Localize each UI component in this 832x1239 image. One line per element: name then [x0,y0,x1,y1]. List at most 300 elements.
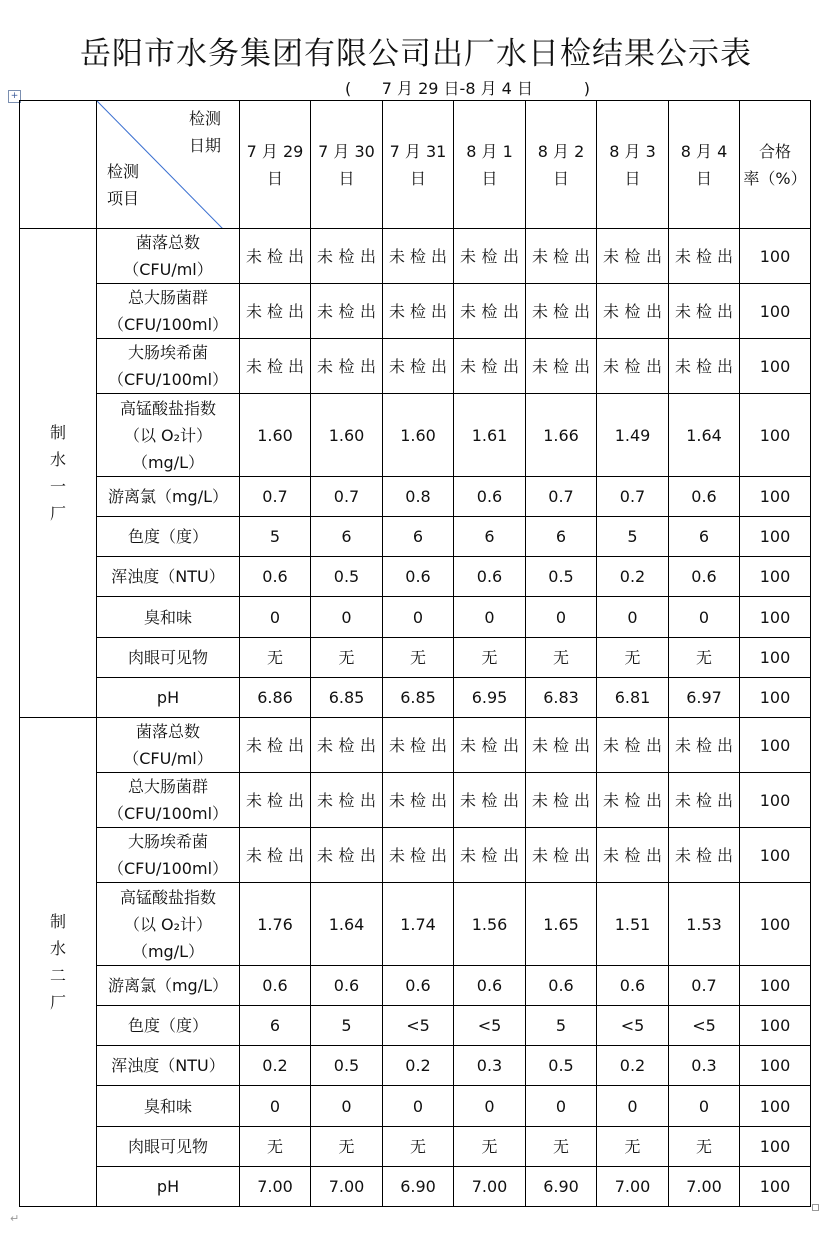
cell-line: 臭和味 [143,607,192,627]
cell-line: 总大肠菌群 [127,777,208,796]
value-cell [311,883,383,966]
item-name [97,966,240,1006]
value-cell [597,718,669,773]
value-cell [526,718,597,773]
value-cell [311,966,383,1006]
value-cell [526,477,597,517]
value-text: 未检出 [460,301,519,321]
value-cell [240,773,311,828]
value-text: 无 [695,1137,712,1156]
cell-line: 高锰酸盐指数 [119,887,216,907]
value-text: 0.6 [548,976,574,995]
value-text: 0.3 [691,1056,717,1075]
value-text: 0 [698,607,710,627]
value-cell [669,557,740,597]
item-name [97,828,240,883]
pass-rate-cell [740,883,811,966]
pass-rate-text: 100 [759,1056,791,1075]
page-title: 岳阳市水务集团有限公司出厂水日检结果公示表 [80,36,752,72]
value-cell [669,229,740,284]
table-row [20,773,811,828]
value-text: 0.3 [476,1056,503,1075]
pass-rate-cell [740,339,811,394]
cell-line: 菌落总数 [135,722,200,741]
value-cell [454,1046,526,1086]
value-text: 未检出 [460,246,519,266]
value-cell [383,394,454,477]
value-cell [383,597,454,638]
cell-line: 游离氯（mg/L） [107,487,229,506]
value-text: 无 [266,648,283,667]
cell-line: 厂 [49,993,66,1012]
header-row [20,101,811,229]
value-text: 0 [627,1096,638,1116]
value-text: 未检出 [603,356,662,376]
value-cell [526,339,597,394]
value-text: 无 [409,648,426,667]
value-cell [669,828,740,883]
value-text: 未检出 [317,246,376,266]
value-text: 无 [338,648,355,667]
cell-line: （以 O₂计） [123,425,213,445]
value-text: 未检出 [675,735,733,755]
value-text: 未检出 [389,735,447,755]
value-cell [597,678,669,718]
cell-line: 率（%） [743,168,807,188]
value-text: 6 [555,527,567,546]
table-move-handle-icon[interactable]: + [8,90,21,103]
value-cell [311,1086,383,1127]
value-text: 0.6 [691,487,717,506]
cell-line: 大肠埃希菌 [127,343,208,362]
value-text: 0 [341,607,352,627]
value-cell [240,229,311,284]
cell-line: 肉眼可见物 [127,648,208,667]
value-cell [669,1127,740,1167]
header-date [311,101,383,229]
value-cell [240,966,311,1006]
value-text: 0.7 [548,487,574,506]
item-name [97,1127,240,1167]
header-date [240,101,311,229]
value-text: 未检出 [603,246,662,266]
value-cell [597,394,669,477]
value-cell [669,883,740,966]
value-text: 未检出 [246,356,304,376]
value-cell [669,284,740,339]
value-text: 未检出 [532,845,590,865]
value-cell [669,678,740,718]
pass-rate-text: 100 [759,301,791,321]
item-name [97,229,240,284]
value-text: 0.6 [476,976,503,995]
value-cell [669,477,740,517]
value-cell [311,638,383,678]
value-cell [597,966,669,1006]
table-row [20,284,811,339]
value-text: 0.2 [262,1056,288,1075]
value-cell [383,773,454,828]
value-text: 1.60 [400,425,436,445]
value-cell [597,638,669,678]
cell-line: （mg/L） [131,452,205,472]
value-cell [669,966,740,1006]
pass-rate-text: 100 [759,567,791,586]
value-cell [240,718,311,773]
value-cell [669,597,740,638]
value-cell [597,1046,669,1086]
value-cell [311,828,383,883]
value-cell [383,1046,454,1086]
value-text: 0.2 [619,1056,646,1075]
value-cell [240,394,311,477]
cell-line: 水 [49,450,66,469]
pass-rate-cell [740,394,811,477]
table-row [20,1006,811,1046]
table-row [20,517,811,557]
header-date [669,101,740,229]
value-text: 未检出 [675,845,733,865]
value-cell [526,883,597,966]
value-text: 5 [269,527,281,546]
table-row [20,477,811,517]
cell-line: （mg/L） [131,941,205,961]
cell-line: 浑浊度（NTU） [111,567,225,586]
value-text: 1.76 [257,914,293,934]
value-text: 0.2 [619,567,646,586]
value-text: 未检出 [389,790,447,810]
value-cell [526,638,597,678]
value-text: 1.64 [686,425,722,445]
cell-line: 7 月 31 [389,141,447,161]
cell-line: 日 [409,168,426,188]
pass-rate-cell [740,597,811,638]
value-text: 未检出 [460,790,519,810]
table-row [20,557,811,597]
pass-rate-text: 100 [759,1016,791,1035]
header-date [597,101,669,229]
value-cell [311,477,383,517]
value-cell [240,638,311,678]
pass-rate-text: 100 [759,1137,791,1156]
value-cell [454,517,526,557]
value-cell [454,1006,526,1046]
value-text: 1.66 [543,425,579,445]
value-text: 0 [269,607,281,627]
cell-line: 色度（度） [127,527,208,546]
value-cell [597,477,669,517]
pass-rate-cell [740,966,811,1006]
value-cell [311,773,383,828]
cell-line: 检测 [107,162,140,181]
pass-rate-text: 100 [759,607,791,627]
value-cell [240,339,311,394]
value-cell [454,638,526,678]
value-text: 无 [481,648,498,667]
value-text: 0.6 [333,976,360,995]
value-cell [454,477,526,517]
value-cell [240,597,311,638]
cell-line: 菌落总数 [135,233,200,252]
value-cell [454,229,526,284]
value-text: 未检出 [317,356,376,376]
value-cell [311,339,383,394]
value-cell [454,718,526,773]
value-cell [526,678,597,718]
pass-rate-text: 100 [759,487,791,506]
value-cell [669,1046,740,1086]
item-name [97,394,240,477]
value-cell [597,284,669,339]
cell-line: （CFU/100ml） [107,315,229,334]
value-text: 未检出 [389,301,447,321]
value-cell [240,517,311,557]
table-row [20,828,811,883]
table-row [20,678,811,718]
value-text: 7.00 [257,1177,293,1196]
value-text: 6 [341,527,352,546]
value-cell [383,1127,454,1167]
pass-rate-cell [740,229,811,284]
value-cell [311,284,383,339]
value-text: 0 [412,1096,424,1116]
cell-line: 日 [695,168,712,188]
value-text: 1.51 [614,914,651,934]
value-text: 1.74 [400,914,436,934]
pass-rate-text: 100 [759,976,791,995]
table-row [20,638,811,678]
value-text: 未检出 [532,790,590,810]
value-text: 0.6 [405,567,431,586]
results-table [19,100,811,1207]
table-row [20,1086,811,1127]
value-text: 未检出 [460,735,519,755]
cell-line: 臭和味 [143,1096,192,1116]
value-cell [454,678,526,718]
cell-line: （CFU/100ml） [107,859,229,878]
value-cell [597,1127,669,1167]
item-name [97,477,240,517]
value-text: 未检出 [603,845,662,865]
value-cell [240,557,311,597]
cell-line: 水 [49,939,66,958]
value-text: 无 [552,1137,569,1156]
value-text: 未检出 [246,246,304,266]
header-diagonal-cell [97,101,240,229]
value-text: 未检出 [532,301,590,321]
value-cell [311,678,383,718]
value-cell [526,1046,597,1086]
item-name [97,883,240,966]
cell-line: 日 [266,168,283,188]
value-cell [597,828,669,883]
value-cell [454,1167,526,1207]
table-resize-handle-icon[interactable] [812,1204,819,1211]
value-text: 0 [484,607,495,627]
cell-line: 一 [49,477,66,496]
pass-rate-cell [740,638,811,678]
pass-rate-text: 100 [759,425,791,445]
value-text: 5 [627,527,638,546]
cell-line: 8 月 1 [466,141,513,161]
pass-rate-cell [740,1006,811,1046]
value-text: 0.5 [333,1056,360,1075]
value-text: 未检出 [317,735,376,755]
value-text: 0.5 [548,1056,574,1075]
item-name [97,678,240,718]
item-name [97,557,240,597]
value-text: 未检出 [246,735,304,755]
value-cell [597,557,669,597]
cell-line: （CFU/ml） [123,260,213,279]
pass-rate-text: 100 [759,1177,791,1196]
cell-line: 8 月 3 [609,141,656,161]
value-text: 未检出 [675,246,733,266]
value-cell [526,1127,597,1167]
item-name [97,1167,240,1207]
value-text: 未检出 [317,790,376,810]
pass-rate-text: 100 [759,246,791,266]
item-name [97,1006,240,1046]
value-cell [526,828,597,883]
value-text: 7.00 [471,1177,508,1196]
pass-rate-text: 100 [759,356,791,376]
value-text: 未检出 [603,301,662,321]
pass-rate-cell [740,517,811,557]
value-text: 未检出 [317,301,376,321]
value-text: 未检出 [675,356,733,376]
value-cell [383,828,454,883]
cell-line: 色度（度） [127,1016,208,1035]
date-range-subtitle: ( 7 月 29 日-8 月 4 日 ) [345,79,591,98]
value-cell [454,394,526,477]
paragraph-mark-icon: ↵ [10,1212,20,1225]
value-text: 未检出 [246,845,304,865]
value-cell [526,557,597,597]
value-text: 0 [627,607,638,627]
item-name [97,638,240,678]
value-text: 6 [412,527,424,546]
value-cell [597,517,669,557]
value-text: 无 [624,648,641,667]
cell-line: 日 [481,168,498,188]
value-cell [526,394,597,477]
value-cell [311,229,383,284]
value-text: 0 [555,1096,567,1116]
value-text: 0.7 [333,487,360,506]
value-text: 0 [698,1096,710,1116]
value-cell [526,1086,597,1127]
value-cell [669,339,740,394]
value-text: 6.83 [543,688,579,707]
value-text: 无 [266,1137,283,1156]
cell-line: 游离氯（mg/L） [107,976,229,995]
value-cell [311,557,383,597]
cell-line: （CFU/100ml） [107,804,229,823]
table-row [20,339,811,394]
value-text: 0.6 [405,976,431,995]
value-text: 0.2 [405,1056,431,1075]
value-cell [311,394,383,477]
item-name [97,597,240,638]
cell-line: 日 [338,168,355,188]
value-cell [454,597,526,638]
cell-line: 制 [49,912,66,931]
value-text: 0 [484,1096,495,1116]
value-cell [383,678,454,718]
pass-rate-cell [740,557,811,597]
cell-line: （CFU/100ml） [107,370,229,389]
pass-rate-cell [740,718,811,773]
value-text: 0.7 [262,487,288,506]
value-cell [597,883,669,966]
value-cell [669,394,740,477]
value-text: 未检出 [532,735,590,755]
cell-line: 7 月 30 [318,141,375,161]
cell-line: 日期 [188,136,221,155]
pass-rate-cell [740,1086,811,1127]
item-name [97,1046,240,1086]
value-cell [454,966,526,1006]
item-name [97,339,240,394]
value-text: 0.6 [476,567,503,586]
value-cell [526,517,597,557]
value-text: 未检出 [603,735,662,755]
value-cell [311,718,383,773]
value-cell [597,1086,669,1127]
cell-line: 8 月 4 [680,141,728,161]
pass-rate-cell [740,828,811,883]
value-cell [669,1167,740,1207]
cell-line: 大肠埃希菌 [127,832,208,851]
value-text: 0 [555,607,567,627]
value-cell [526,229,597,284]
factory-name [20,229,97,718]
value-text: 无 [409,1137,426,1156]
header-date-label [189,105,221,159]
value-cell [669,718,740,773]
value-text: 6.90 [400,1177,436,1196]
value-cell [383,1167,454,1207]
value-cell [669,517,740,557]
value-text: 6.85 [400,688,436,707]
value-text: 6 [269,1016,281,1035]
value-cell [311,1006,383,1046]
pass-rate-cell [740,1046,811,1086]
cell-line: 制 [49,423,66,442]
table-row [20,1127,811,1167]
value-cell [526,773,597,828]
pass-rate-cell [740,678,811,718]
cell-line: 项目 [107,189,140,208]
value-cell [240,828,311,883]
value-text: 未检出 [603,790,662,810]
factory-name [20,718,97,1207]
value-cell [454,1086,526,1127]
value-text: 1.53 [686,914,722,934]
pass-rate-cell [740,477,811,517]
value-text: <5 [620,1016,645,1035]
value-text: <5 [692,1016,716,1035]
header-item-label [107,158,139,212]
cell-line: 7 月 29 [246,141,304,161]
value-text: 5 [555,1016,567,1035]
value-cell [454,828,526,883]
table-row [20,394,811,477]
value-cell [383,1006,454,1046]
value-cell [597,229,669,284]
value-cell [526,597,597,638]
